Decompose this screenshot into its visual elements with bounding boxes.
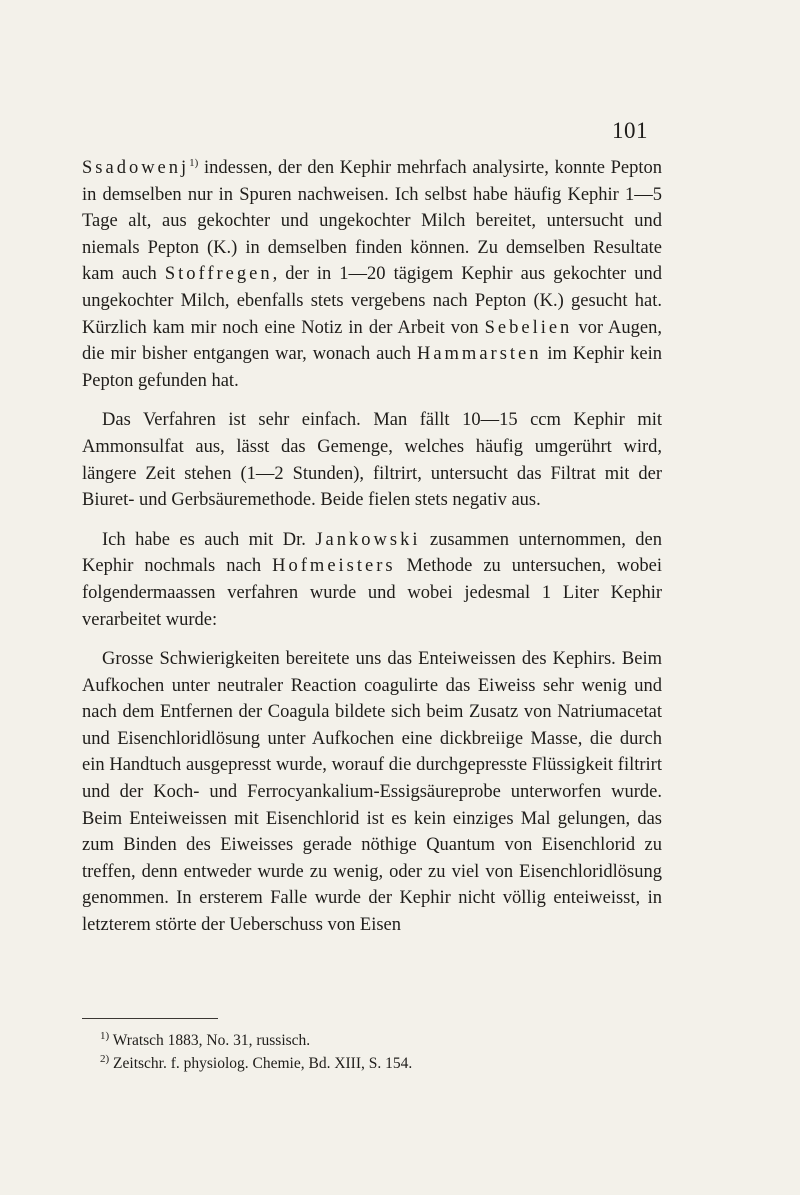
author-name: Jankowski (315, 529, 421, 550)
footnote (100, 1029, 660, 1052)
text-run: , der in 1—20 tägigem Kephir aus gekochter und ungekochter Milch, ebenfalls stets vergebens nach Pepton (K.) gesucht hat. Kürzlich kam mir noch eine Notiz in der Arbeit von (82, 264, 662, 338)
text-run: Das Verfahren ist sehr einfach. Man fällt 10—15 ccm Kephir mit Ammonsulfat aus, lässt das Gemenge, welches häufig umgerührt wird, längere Zeit stehen (1—2 Stunden), filtrirt, untersucht das Filtrat mit der Biuret- und Gerbsäuremethode. Beide fielen stets negativ aus. (82, 410, 662, 511)
text-run: im Kephir kein Pepton gefunden hat. (82, 344, 662, 391)
text-run: zusammen unternommen, den Kephir nochmals nach (82, 529, 663, 577)
paragraph (82, 527, 662, 633)
footnote-mark: 1) (100, 1029, 110, 1042)
text-run: Methode zu untersuchen, wobei folgendermaassen verfahren wurde und wobei jedesmal 1 Liter Kephir verarbeitet wurde: (82, 556, 662, 630)
footnote-mark: 2) (100, 1052, 110, 1065)
author-name: Hofmeisters (272, 556, 396, 577)
body-text (82, 155, 662, 939)
footnote (100, 1052, 660, 1075)
text-run: Grosse Schwierigkeiten bereitete uns das Enteiweissen des Kephirs. Beim Aufkochen unter neutraler Reaction coagulirte das Eiweiss sehr wenig und nach dem Entfernen der Coagula bildete sich beim Zusatz von Natriumacetat und Eisenchloridlösung unter Aufkochen eine dickbreiige Masse, die durch ein Handtuch ausgepresst wurde, worauf die durchgepresste Flüssigkeit filtrirt und der Koch- und Ferrocyankalium-Essigsäureprobe unterworfen wurde. Beim Enteiweissen mit Eisenchlorid ist es kein einziges Mal gelungen, das zum Binden des Eiweisses gerade nöthige Quantum von Eisenchlorid zu treffen, denn entweder wurde zu wenig, oder zu viel von Eisenchloridlösung genommen. In ersterem Falle wurde der Kephir nicht völlig enteiweisst, in letzterem störte der Ueberschuss von Eisen (82, 649, 662, 936)
author-name: Ssadowenj (82, 158, 190, 178)
author-name: Stoffregen (164, 264, 273, 285)
paragraph (82, 646, 662, 939)
footnote-text: Zeitschr. f. physiolog. Chemie, Bd. XIII, S. 154. (113, 1055, 413, 1072)
paragraph (82, 407, 662, 513)
text-run: vor Augen, die mir bisher entgangen war, wonach auch (82, 317, 662, 365)
page-number: 101 (612, 118, 648, 143)
footnote-ref: 1) (189, 156, 199, 169)
footnote-divider (82, 1018, 218, 1019)
author-name: Hammarsten (416, 344, 542, 365)
author-name: Sebelien (484, 317, 573, 338)
footnote-text: Wratsch 1883, No. 31, russisch. (112, 1032, 311, 1049)
footnotes (100, 1029, 660, 1075)
paragraph (82, 155, 662, 394)
text-run: indessen, der den Kephir mehrfach analysirte, konnte Pepton in demselben nur in Spuren nachweisen. Ich selbst habe häufig Kephir 1—5 Tage alt, aus gekochter und ungekochter Milch bereitet, untersucht und niemals Pepton (K.) in demselben finden können. Zu demselben Resultate kam auch (82, 158, 662, 285)
text-run: Ich habe es auch mit Dr. (102, 529, 316, 550)
